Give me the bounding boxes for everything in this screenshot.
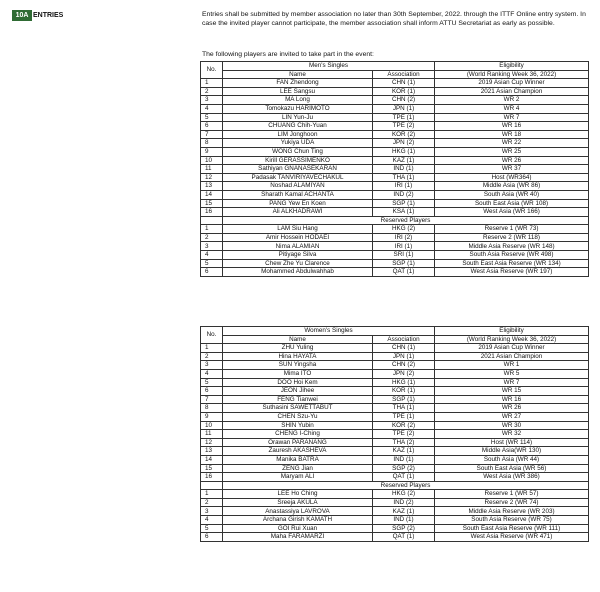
player-name: Tomokazu HARIMOTO	[223, 104, 373, 113]
table-row	[201, 473, 589, 482]
eligibility-value: WR 37	[435, 165, 589, 174]
association-code: CHN (2)	[373, 96, 435, 105]
player-name: LEE Ho Ching	[223, 490, 373, 499]
table-row	[201, 352, 589, 361]
row-number: 4	[201, 251, 223, 260]
eligibility-value: Host (WR364)	[435, 173, 589, 182]
row-number: 5	[201, 113, 223, 122]
row-number: 7	[201, 130, 223, 139]
name-column-header: Name	[223, 335, 373, 344]
row-number: 6	[201, 268, 223, 277]
eligibility-value: South Asia Reserve (WR 498)	[435, 251, 589, 260]
player-name: Sreeja AKULA	[223, 498, 373, 507]
association-code: IRI (2)	[373, 233, 435, 242]
womens-players-body	[201, 344, 589, 482]
eligibility-value: Reserve 1 (WR 57)	[435, 490, 589, 499]
association-code: IND (1)	[373, 455, 435, 464]
association-code: IND (2)	[373, 498, 435, 507]
row-number: 16	[201, 208, 223, 217]
row-number: 8	[201, 139, 223, 148]
table-row	[201, 259, 589, 268]
table-row	[201, 524, 589, 533]
table-row	[201, 369, 589, 378]
association-code: KSA (1)	[373, 208, 435, 217]
row-number: 3	[201, 242, 223, 251]
player-name: ZENG Jian	[223, 464, 373, 473]
association-code: JPN (2)	[373, 139, 435, 148]
association-code: TPE (2)	[373, 122, 435, 131]
table-row	[201, 404, 589, 413]
eligibility-header: Eligibility	[435, 327, 589, 336]
eligibility-value: Reserve 1 (WR 73)	[435, 225, 589, 234]
table-row	[201, 225, 589, 234]
table-row	[201, 251, 589, 260]
association-code: QAT (1)	[373, 533, 435, 542]
association-code: CHN (2)	[373, 361, 435, 370]
no-column-header: No.	[201, 62, 223, 79]
row-number: 12	[201, 173, 223, 182]
eligibility-value: South Asia Reserve (WR 75)	[435, 516, 589, 525]
womens-singles-table	[200, 326, 589, 542]
table-row	[201, 79, 589, 88]
association-code: KOR (2)	[373, 421, 435, 430]
eligibility-value: WR 22	[435, 139, 589, 148]
association-code: JPN (1)	[373, 104, 435, 113]
player-name: Manika BATRA	[223, 455, 373, 464]
association-code: IND (1)	[373, 165, 435, 174]
table-row	[201, 533, 589, 542]
table-row	[201, 87, 589, 96]
association-code: SGP (1)	[373, 199, 435, 208]
row-number: 4	[201, 516, 223, 525]
eligibility-value: WR 16	[435, 395, 589, 404]
player-name: Chew Zhe Yu Clarence	[223, 259, 373, 268]
association-code: IRI (1)	[373, 182, 435, 191]
table-row	[201, 130, 589, 139]
table-row	[201, 430, 589, 439]
row-number: 4	[201, 104, 223, 113]
mens-players-body	[201, 79, 589, 217]
no-column-header: No.	[201, 327, 223, 344]
eligibility-value: WR 15	[435, 387, 589, 396]
association-code: KOR (1)	[373, 87, 435, 96]
eligibility-value: WR 7	[435, 113, 589, 122]
row-number: 2	[201, 352, 223, 361]
eligibility-value: WR 30	[435, 421, 589, 430]
association-code: QAT (1)	[373, 473, 435, 482]
association-code: IND (2)	[373, 190, 435, 199]
association-code: KAZ (1)	[373, 507, 435, 516]
table-row	[201, 455, 589, 464]
eligibility-value: WR 25	[435, 147, 589, 156]
association-code: SRI (1)	[373, 251, 435, 260]
row-number: 7	[201, 395, 223, 404]
table-row	[201, 395, 589, 404]
player-name: Amir Hossein HODAEI	[223, 233, 373, 242]
intro-paragraph: Entries shall be submitted by member association no later than 30th September, 2022. through the ITTF Online entry system. In case the invited player cannot participate, the member association shall inform ATTU Secretariat as early as possible.	[202, 11, 586, 27]
association-code: KAZ (1)	[373, 447, 435, 456]
eligibility-value: South Asia (WR 40)	[435, 190, 589, 199]
eligibility-value: WR 2	[435, 96, 589, 105]
eligibility-subheader: (World Ranking Week 36, 2022)	[435, 70, 589, 79]
eligibility-value: Reserve 2 (WR 118)	[435, 233, 589, 242]
table-row	[201, 96, 589, 105]
eligibility-value: WR 16	[435, 122, 589, 131]
eligibility-value: 2019 Asian Cup Winner	[435, 344, 589, 353]
row-number: 1	[201, 344, 223, 353]
row-number: 11	[201, 430, 223, 439]
table-row	[201, 378, 589, 387]
table-row	[201, 438, 589, 447]
eligibility-value: West Asia Reserve (WR 197)	[435, 268, 589, 277]
player-name: LEE Sangsu	[223, 87, 373, 96]
association-code: HKG (1)	[373, 378, 435, 387]
table-row	[201, 122, 589, 131]
eligibility-value: Middle Asia Reserve (WR 148)	[435, 242, 589, 251]
table-row	[201, 208, 589, 217]
association-column-header: Association	[373, 335, 435, 344]
association-code: CHN (1)	[373, 344, 435, 353]
association-code: THA (1)	[373, 173, 435, 182]
row-number: 15	[201, 199, 223, 208]
row-number: 10	[201, 421, 223, 430]
association-code: HKG (1)	[373, 147, 435, 156]
row-number: 9	[201, 412, 223, 421]
player-name: Yukiya UDA	[223, 139, 373, 148]
row-number: 2	[201, 233, 223, 242]
player-name: LIM Jonghoon	[223, 130, 373, 139]
player-name: Suthasini SAWETTABUT	[223, 404, 373, 413]
table-row	[201, 361, 589, 370]
mens-reserves-body	[201, 225, 589, 277]
table-row	[201, 104, 589, 113]
player-name: Hina HAYATA	[223, 352, 373, 361]
row-number: 4	[201, 369, 223, 378]
section-number-badge: 10A	[12, 10, 32, 21]
association-code: SGP (1)	[373, 395, 435, 404]
player-name: Maha FARAMARZI	[223, 533, 373, 542]
player-name: CHUANG Chih-Yuan	[223, 122, 373, 131]
row-number: 14	[201, 190, 223, 199]
table-row	[201, 182, 589, 191]
player-name: Sathiyan GNANASEKARAN	[223, 165, 373, 174]
row-number: 2	[201, 87, 223, 96]
row-number: 13	[201, 182, 223, 191]
row-number: 10	[201, 156, 223, 165]
player-name: Nima ALAMIAN	[223, 242, 373, 251]
row-number: 5	[201, 259, 223, 268]
association-code: TPE (2)	[373, 430, 435, 439]
association-code: KAZ (1)	[373, 156, 435, 165]
table-row	[201, 165, 589, 174]
player-name: Noshad ALAMIYAN	[223, 182, 373, 191]
eligibility-value: WR 5	[435, 369, 589, 378]
table-row	[201, 233, 589, 242]
player-name: CHENG I-Ching	[223, 430, 373, 439]
row-number: 6	[201, 533, 223, 542]
table-row	[201, 490, 589, 499]
table-row	[201, 268, 589, 277]
player-name: LIN Yun-Ju	[223, 113, 373, 122]
eligibility-value: Host (WR 114)	[435, 438, 589, 447]
player-name: Kirill GERASSIMENKO	[223, 156, 373, 165]
eligibility-value: Middle Asia Reserve (WR 203)	[435, 507, 589, 516]
table-row	[201, 344, 589, 353]
womens-singles-title: Women's Singles	[223, 327, 435, 336]
eligibility-value: WR 27	[435, 412, 589, 421]
player-name: CHEN Szu-Yu	[223, 412, 373, 421]
association-code: CHN (1)	[373, 79, 435, 88]
row-number: 9	[201, 147, 223, 156]
row-number: 15	[201, 464, 223, 473]
eligibility-value: Reserve 2 (WR 74)	[435, 498, 589, 507]
row-number: 3	[201, 96, 223, 105]
association-code: HKG (2)	[373, 225, 435, 234]
player-name: Mohammed Abdulwahhab	[223, 268, 373, 277]
eligibility-value: South East Asia Reserve (WR 134)	[435, 259, 589, 268]
table-row	[201, 387, 589, 396]
table-row	[201, 147, 589, 156]
row-number: 5	[201, 378, 223, 387]
eligibility-value: WR 26	[435, 404, 589, 413]
player-name: SUN Yingsha	[223, 361, 373, 370]
eligibility-value: WR 32	[435, 430, 589, 439]
row-number: 2	[201, 498, 223, 507]
association-code: KOR (2)	[373, 130, 435, 139]
eligibility-value: West Asia Reserve (WR 471)	[435, 533, 589, 542]
association-column-header: Association	[373, 70, 435, 79]
table-row	[201, 173, 589, 182]
player-name: Sharath Kamal ACHANTA	[223, 190, 373, 199]
player-name: Mima ITO	[223, 369, 373, 378]
association-code: TPE (1)	[373, 113, 435, 122]
row-number: 14	[201, 455, 223, 464]
eligibility-value: South East Asia (WR 56)	[435, 464, 589, 473]
association-code: IND (1)	[373, 516, 435, 525]
player-name: Orawan PARANANG	[223, 438, 373, 447]
association-code: QAT (1)	[373, 268, 435, 277]
eligibility-value: WR 26	[435, 156, 589, 165]
association-code: SGP (1)	[373, 259, 435, 268]
eligibility-subheader: (World Ranking Week 36, 2022)	[435, 335, 589, 344]
row-number: 12	[201, 438, 223, 447]
eligibility-value: South East Asia Reserve (WR 111)	[435, 524, 589, 533]
womens-reserved-header: Reserved Players	[223, 481, 589, 490]
player-name: Archana Girish KAMATH	[223, 516, 373, 525]
player-name: Maryam ALI	[223, 473, 373, 482]
player-name: WONG Chun Ting	[223, 147, 373, 156]
association-code: THA (1)	[373, 404, 435, 413]
association-code: HKG (2)	[373, 490, 435, 499]
row-number: 1	[201, 79, 223, 88]
table-row	[201, 242, 589, 251]
eligibility-value: South East Asia (WR 108)	[435, 199, 589, 208]
table-row	[201, 113, 589, 122]
player-name: JEON Jihee	[223, 387, 373, 396]
association-code: KOR (1)	[373, 387, 435, 396]
association-code: JPN (1)	[373, 352, 435, 361]
table-row	[201, 190, 589, 199]
eligibility-value: WR 4	[435, 104, 589, 113]
table-row	[201, 412, 589, 421]
player-name: FENG Tianwei	[223, 395, 373, 404]
table-row	[201, 421, 589, 430]
row-number: 8	[201, 404, 223, 413]
eligibility-value: 2019 Asian Cup Winner	[435, 79, 589, 88]
player-name: MA Long	[223, 96, 373, 105]
row-number: 13	[201, 447, 223, 456]
mens-singles-table	[200, 61, 589, 277]
association-code: IRI (1)	[373, 242, 435, 251]
player-name: Ali ALKHADRAWI	[223, 208, 373, 217]
row-number: 6	[201, 387, 223, 396]
eligibility-value: West Asia (WR 166)	[435, 208, 589, 217]
row-number: 1	[201, 225, 223, 234]
association-code: THA (2)	[373, 438, 435, 447]
association-code: JPN (2)	[373, 369, 435, 378]
name-column-header: Name	[223, 70, 373, 79]
player-name: Padasak TANVIRIYAVECHAKUL	[223, 173, 373, 182]
player-name: FAN Zhendong	[223, 79, 373, 88]
table-row	[201, 464, 589, 473]
row-number: 1	[201, 490, 223, 499]
row-number: 3	[201, 361, 223, 370]
player-name: LAM Siu Hang	[223, 225, 373, 234]
player-name: PANG Yew En Koen	[223, 199, 373, 208]
association-code: SGP (2)	[373, 464, 435, 473]
invite-text: The following players are invited to take part in the event:	[202, 51, 374, 58]
section-title: ENTRIES	[33, 12, 64, 19]
eligibility-value: WR 18	[435, 130, 589, 139]
eligibility-value: 2021 Asian Champion	[435, 87, 589, 96]
table-row	[201, 498, 589, 507]
row-number: 16	[201, 473, 223, 482]
player-name: Pitiyage Silva	[223, 251, 373, 260]
eligibility-value: WR 1	[435, 361, 589, 370]
row-number: 5	[201, 524, 223, 533]
player-name: Zauresh AKASHEVA	[223, 447, 373, 456]
eligibility-value: West Asia (WR 386)	[435, 473, 589, 482]
eligibility-header: Eligibility	[435, 62, 589, 71]
table-row	[201, 507, 589, 516]
player-name: SHIN Yubin	[223, 421, 373, 430]
eligibility-value: South Asia (WR 44)	[435, 455, 589, 464]
player-name: Anastassiya LAVROVA	[223, 507, 373, 516]
table-row	[201, 139, 589, 148]
row-number: 11	[201, 165, 223, 174]
association-code: SGP (2)	[373, 524, 435, 533]
mens-singles-title: Men's Singles	[223, 62, 435, 71]
row-number: 6	[201, 122, 223, 131]
eligibility-value: WR 7	[435, 378, 589, 387]
eligibility-value: 2021 Asian Champion	[435, 352, 589, 361]
player-name: DOO Hoi Kem	[223, 378, 373, 387]
table-row	[201, 156, 589, 165]
table-row	[201, 199, 589, 208]
mens-reserved-header: Reserved Players	[223, 216, 589, 225]
eligibility-value: Middle Asia(WR 130)	[435, 447, 589, 456]
table-row	[201, 516, 589, 525]
player-name: ZHU Yuling	[223, 344, 373, 353]
row-number: 3	[201, 507, 223, 516]
player-name: GOI Rui Xuan	[223, 524, 373, 533]
eligibility-value: Middle Asia (WR 86)	[435, 182, 589, 191]
association-code: TPE (1)	[373, 412, 435, 421]
womens-reserves-body	[201, 490, 589, 542]
table-row	[201, 447, 589, 456]
